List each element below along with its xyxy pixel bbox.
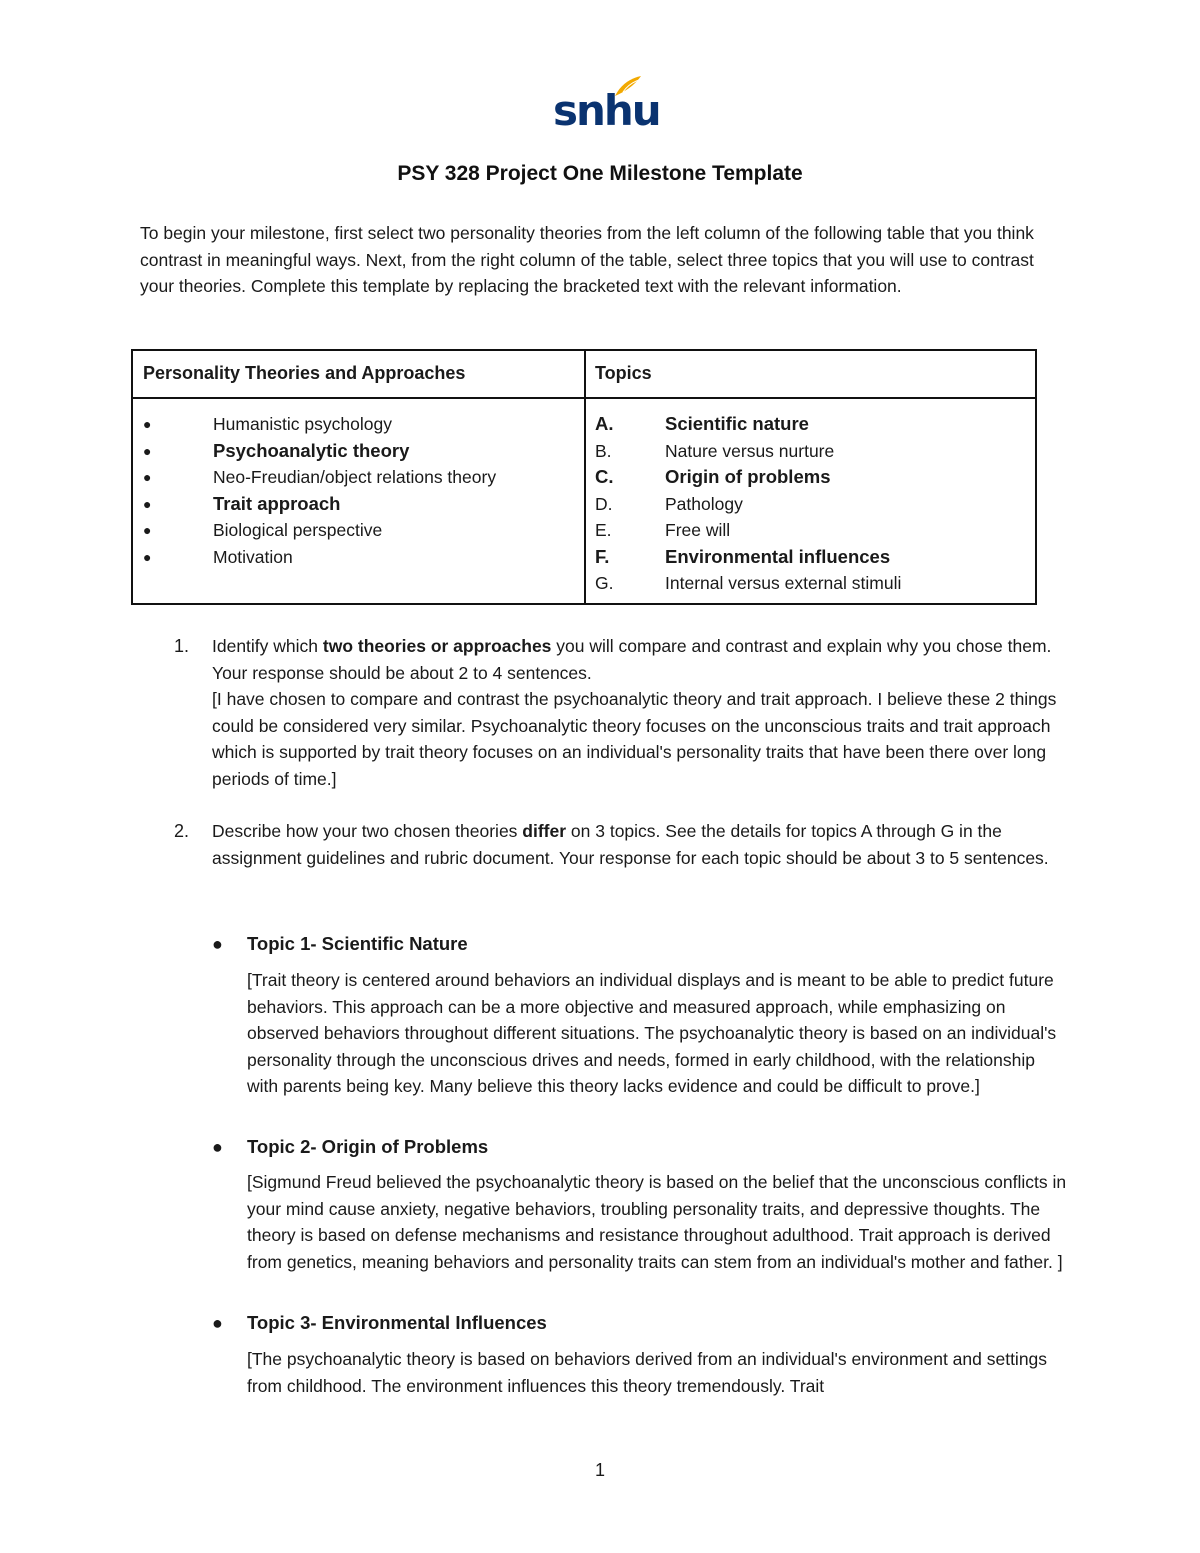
table-header-topics: Topics (595, 363, 652, 383)
table-header-divider (133, 397, 1035, 399)
question-1-prompt-start: Identify which (212, 636, 323, 656)
question-1-prompt-emphasis: two theories or approaches (322, 636, 552, 656)
topic-3-heading: Topic 3- Environmental Influences (247, 1312, 547, 1333)
list-item (595, 438, 1025, 465)
question-1-answer: [I have chosen to compare and contrast the psychoanalytic theory and trait approach. I believe these 2 things could be considered very similar. Psychoanalytic theory focuses on the unconscious traits and trait approach which is supported by trait theory focuses on an individual's personality traits that have been there over long periods of time.] (212, 689, 1057, 789)
document-title: PSY 328 Project One Milestone Template (397, 162, 803, 185)
list-item (595, 544, 1025, 571)
bullet-icon: ● (143, 442, 152, 459)
bullet-icon: ● (143, 416, 152, 432)
theory-label: Humanistic psychology (213, 414, 392, 434)
theories-list (143, 411, 573, 570)
topic-2-heading: Topic 2- Origin of Problems (247, 1136, 489, 1157)
bullet-icon: ● (143, 548, 152, 565)
list-item (595, 464, 1025, 491)
question-2-prompt-start: Describe how your two chosen theories (212, 821, 523, 841)
question-2-prompt-emphasis: differ (522, 821, 567, 841)
topic-letter: F. (595, 545, 610, 567)
theory-label: Motivation (213, 546, 293, 567)
intro-paragraph: To begin your milestone, first select two personality theories from the left column of the following table that you think contrast in meaningful ways. Next, from the right column of the table, select three topics that you will use to contrast your theories. Complete this template by replacing the bracketed text with the relevant information. (140, 223, 1034, 296)
question-2-number: 2. (174, 821, 190, 841)
bullet-icon: ● (212, 1137, 223, 1157)
theory-label: Biological perspective (213, 520, 383, 540)
list-item (595, 491, 1025, 518)
bullet-icon: ● (143, 522, 152, 538)
topic-letter: A. (595, 413, 614, 434)
topic-letter: C. (595, 466, 614, 487)
topics-list (595, 411, 1025, 597)
question-1-prompt-end: you will compare and contrast and explain why you chose them. Your response should be about 2 to 4 sentences. (212, 636, 1052, 683)
list-item (143, 517, 573, 544)
list-item (143, 438, 573, 465)
list-item (143, 544, 573, 571)
topic-3-answer: [The psychoanalytic theory is based on behaviors derived from an individual's environment and settings from childhood. The environment influences this theory tremendously. Trait (247, 1349, 1048, 1396)
topic-label: Internal versus external stimuli (665, 573, 902, 593)
selection-table (131, 349, 1037, 605)
question-1 (212, 633, 1062, 792)
topic-label: Scientific nature (665, 413, 809, 434)
list-item (595, 570, 1025, 597)
theory-label: Trait approach (213, 492, 341, 514)
bullet-icon: ● (212, 934, 223, 954)
topic-label: Free will (665, 520, 731, 540)
list-item (143, 464, 573, 491)
question-2-prompt-end: on 3 topics. See the details for topics A through G in the assignment guidelines and rubric document. Your response for each topic should be about 3 to 5 sentences. (212, 821, 1049, 868)
topic-1-answer: [Trait theory is centered around behaviors an individual displays and is meant to be able to predict future behaviors. This approach can be a more objective and measured approach, while emphasizing on observed behaviors throughout different situations. The psychoanalytic theory is based on an individual's personality through the unconscious drives and needs, formed in early childhood, with the relationship with parents being key. Many believe this theory lacks evidence and could be difficult to prove.] (247, 970, 1057, 1096)
theory-label: Psychoanalytic theory (213, 439, 410, 461)
topic-letter: B. (595, 440, 612, 461)
list-item (143, 411, 573, 438)
theory-label: Neo-Freudian/object relations theory (213, 467, 497, 487)
table-header-theories: Personality Theories and Approaches (143, 363, 466, 383)
topic-1-heading: Topic 1- Scientific Nature (247, 933, 468, 954)
topic-2-answer: [Sigmund Freud believed the psychoanalytic theory is based on the belief that the unconscious conflicts in your mind cause anxiety, negative behaviors, troubling personality traits, and depressive thoughts. The theory is based on defense mechanisms and resistance throughout adulthood. Trait approach is derived from genetics, meaning behaviors and personality traits can stem from an individual's mother and father. ] (247, 1172, 1067, 1272)
list-item (595, 411, 1025, 438)
topic-letter: G. (595, 573, 614, 593)
topic-label: Nature versus nurture (665, 440, 835, 461)
question-2 (212, 818, 1062, 871)
topic-label: Environmental influences (665, 545, 891, 567)
topic-letter: D. (595, 493, 613, 514)
bullet-icon: ● (212, 1313, 223, 1333)
topic-label: Pathology (665, 493, 743, 514)
topic-letter: E. (595, 520, 612, 540)
page-number: 1 (594, 1460, 605, 1480)
list-item (143, 491, 573, 518)
logo-wordmark: snhu (553, 86, 660, 135)
question-1-number: 1. (174, 636, 190, 656)
topic-label: Origin of problems (665, 466, 831, 487)
bullet-icon: ● (143, 469, 152, 485)
snhu-logo (553, 74, 660, 136)
list-item (595, 517, 1025, 544)
table-column-divider (584, 351, 586, 603)
bullet-icon: ● (143, 495, 152, 512)
